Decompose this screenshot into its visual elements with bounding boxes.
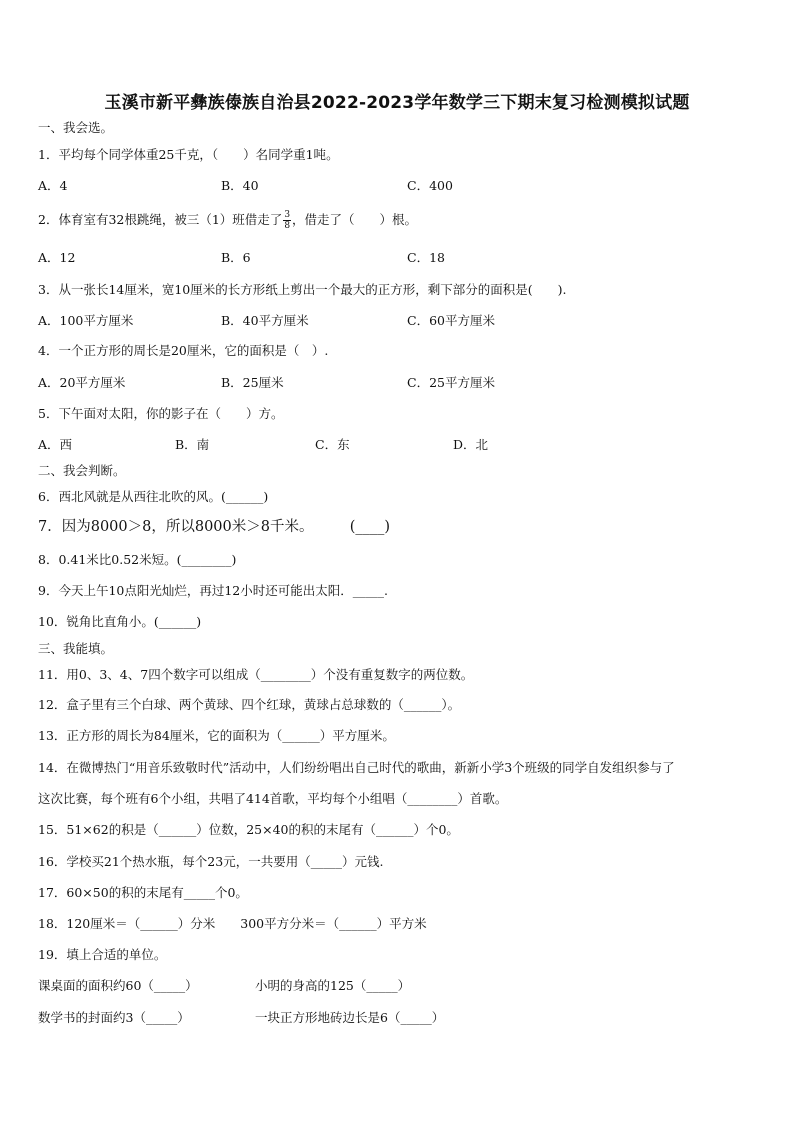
q2-option-a: A．12 — [38, 250, 76, 265]
q4-option-a: A．20平方厘米 — [38, 375, 126, 390]
q1-option-b: B．40 — [221, 178, 259, 193]
fraction-denominator: 8 — [284, 221, 291, 231]
question-4: 4．一个正方形的周长是20厘米，它的面积是（ ）. — [38, 343, 329, 358]
q2-option-c: C．18 — [407, 250, 445, 265]
section-heading-fill: 三、我能填。 — [38, 641, 114, 656]
q5-option-d: D．北 — [453, 437, 489, 452]
question-7: 7．因为8000＞8，所以8000米＞8千米。 (____) — [38, 519, 391, 535]
question-1: 1．平均每个同学体重25千克，（ ）名同学重1吨。 — [38, 147, 339, 162]
q4-option-c: C．25平方厘米 — [407, 375, 495, 390]
question-19: 19．填上合适的单位。 — [38, 947, 167, 962]
q1-option-c: C．400 — [407, 178, 453, 193]
fraction-numerator: 3 — [284, 210, 291, 220]
question-2 — [38, 210, 417, 231]
section-heading-choose: 一、我会选。 — [38, 120, 114, 135]
question-5: 5．下午面对太阳，你的影子在（ ）方。 — [38, 406, 284, 421]
question-14-line-2: 这次比赛，每个班有6个小组，共唱了414首歌，平均每个小组唱（________）首歌。 — [38, 791, 508, 806]
question-12: 12．盒子里有三个白球、两个黄球、四个红球，黄球占总球数的（______）。 — [38, 697, 461, 712]
question-6: 6．西北风就是从西往北吹的风。(______) — [38, 489, 269, 504]
fraction-three-eighths — [283, 210, 291, 231]
q19-book-cover: 数学书的封面约3（_____） — [38, 1010, 190, 1025]
section-heading-judge: 二、我会判断。 — [38, 463, 126, 478]
question-18: 18．120厘米＝（______）分米 300平方分米＝（______）平方米 — [38, 916, 427, 931]
question-14-line-1: 14．在微博热门“用音乐致敬时代”活动中，人们纷纷唱出自己时代的歌曲，新新小学3个班级的同学自发组织参与了 — [38, 760, 675, 775]
question-2-text-before: 2．体育室有32根跳绳，被三（1）班借走了 — [38, 212, 283, 227]
question-17: 17．60×50的积的末尾有_____个0。 — [38, 885, 248, 900]
q3-option-c: C．60平方厘米 — [407, 313, 495, 328]
q3-option-b: B．40平方厘米 — [221, 313, 309, 328]
q5-option-a: A．西 — [38, 437, 73, 452]
question-15: 15．51×62的积是（______）位数，25×40的积的末尾有（______）个0。 — [38, 822, 459, 837]
q1-option-a: A．4 — [38, 178, 68, 193]
question-13: 13．正方形的周长为84厘米，它的面积为（______）平方厘米。 — [38, 728, 395, 743]
q2-option-b: B．6 — [221, 250, 251, 265]
question-2-text-after: ，借走了（ ）根。 — [292, 212, 418, 227]
q19-desk-area: 课桌面的面积约60（_____） — [38, 978, 198, 993]
q3-option-a: A．100平方厘米 — [38, 313, 134, 328]
q19-height: 小明的身高的125（_____） — [255, 978, 411, 993]
question-9: 9．今天上午10点阳光灿烂，再过12小时还可能出太阳．_____. — [38, 583, 388, 598]
question-10: 10．锐角比直角小。(______) — [38, 614, 202, 629]
q5-option-b: B．南 — [175, 437, 210, 452]
q19-tile-side: 一块正方形地砖边长是6（_____） — [255, 1010, 445, 1025]
q5-option-c: C．东 — [315, 437, 350, 452]
question-11: 11．用0、3、4、7四个数字可以组成（________）个没有重复数字的两位数。 — [38, 667, 474, 682]
q4-option-b: B．25厘米 — [221, 375, 284, 390]
question-3: 3．从一张长14厘米，宽10厘米的长方形纸上剪出一个最大的正方形，剩下部分的面积是( ). — [38, 282, 567, 297]
question-8: 8．0.41米比0.52米短。(________) — [38, 552, 237, 567]
question-16: 16．学校买21个热水瓶，每个23元，一共要用（_____）元钱. — [38, 854, 384, 869]
page-title: 玉溪市新平彝族傣族自治县2022-2023学年数学三下期末复习检测模拟试题 — [104, 93, 690, 113]
